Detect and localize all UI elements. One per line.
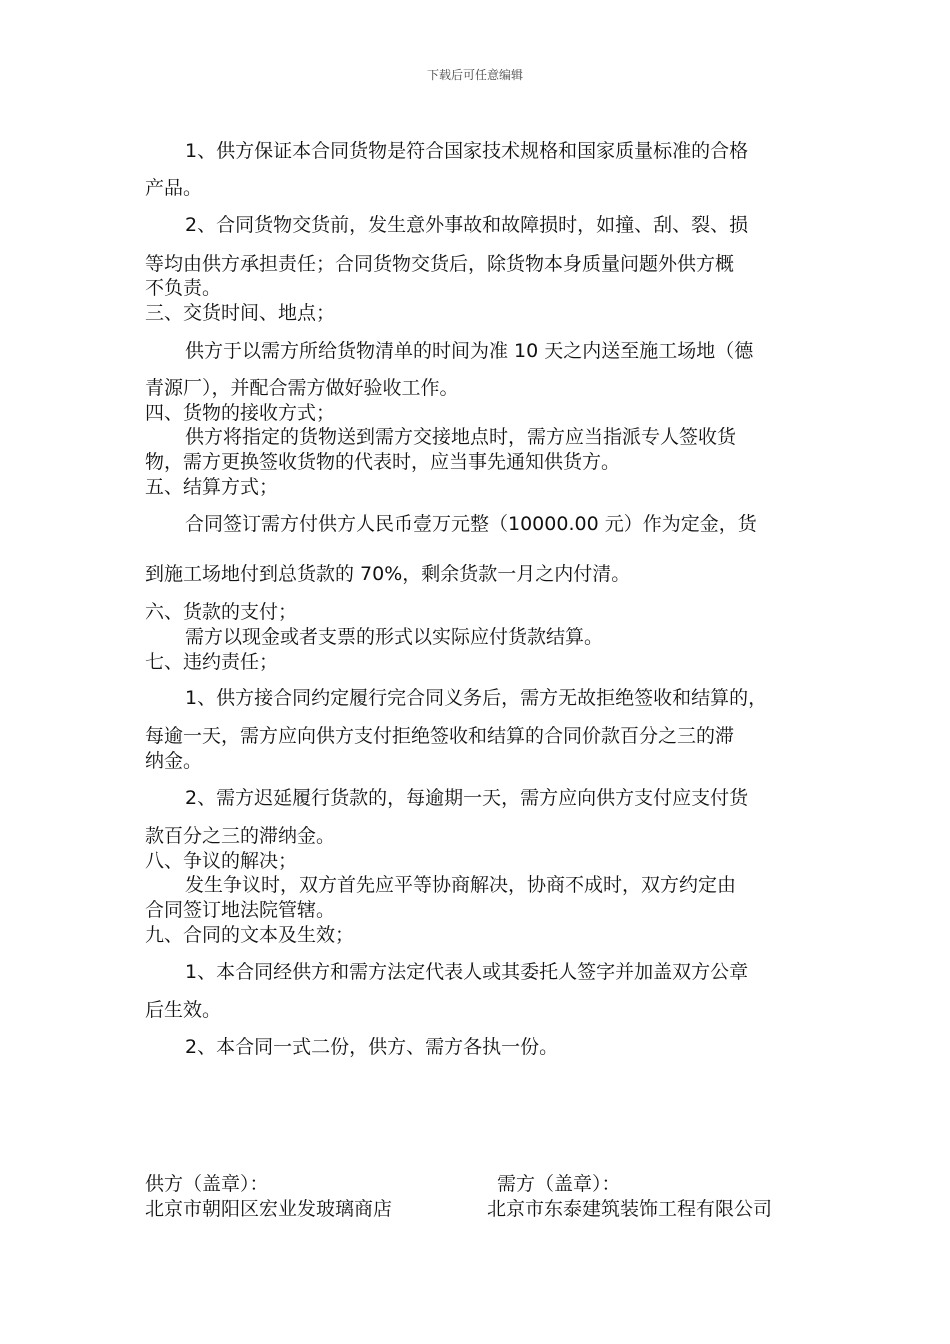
page-header: 下载后可任意编辑 xyxy=(426,68,523,82)
clause-line: 供方将指定的货物送到需方交接地点时，需方应当指派专人签收货 xyxy=(185,426,737,448)
clause-line: 到施工场地付到总货款的 70%，剩余货款一月之内付清。 xyxy=(145,563,631,585)
clause-line: 青源厂），并配合需方做好验收工作。 xyxy=(145,377,459,399)
clause-line: 每逾一天，需方应向供方支付拒绝签收和结算的合同价款百分之三的滞 xyxy=(145,725,735,747)
clause-line: 等均由供方承担责任；合同货物交货后，除货物本身质量问题外供方概 xyxy=(145,253,735,275)
clause-line: 纳金。 xyxy=(145,750,203,772)
section-heading: 四、货物的接收方式； xyxy=(145,402,336,424)
clause-line: 1、供方接合同约定履行完合同义务后，需方无故拒绝签收和结算的， xyxy=(185,687,768,709)
supplier-name: 北京市朝阳区宏业发玻璃商店 xyxy=(145,1198,393,1220)
buyer-name: 北京市东泰建筑装饰工程有限公司 xyxy=(487,1198,773,1220)
clause-line: 1、本合同经供方和需方法定代表人或其委托人签字并加盖双方公章 xyxy=(185,961,749,983)
clause-line: 款百分之三的滞纳金。 xyxy=(145,825,336,847)
buyer-seal-label: 需方（盖章）： xyxy=(497,1173,621,1195)
section-heading: 九、合同的文本及生效； xyxy=(145,924,355,946)
clause-line: 2、本合同一式二份，供方、需方各执一份。 xyxy=(185,1036,559,1058)
clause-line: 物，需方更换签收货物的代表时，应当事先通知供货方。 xyxy=(145,451,621,473)
clause-line: 后生效。 xyxy=(145,999,222,1021)
clause-line: 2、需方迟延履行货款的，每逾期一天，需方应向供方支付应支付货 xyxy=(185,787,749,809)
section-heading: 七、违约责任； xyxy=(145,651,279,673)
section-heading: 五、结算方式； xyxy=(145,476,279,498)
supplier-seal-label: 供方（盖章）： xyxy=(145,1173,269,1195)
clause-line: 不负责。 xyxy=(145,277,222,299)
section-heading: 三、交货时间、地点； xyxy=(145,302,336,324)
section-heading: 六、货款的支付； xyxy=(145,601,298,623)
clause-line: 发生争议时，双方首先应平等协商解决，协商不成时，双方约定由 xyxy=(185,874,737,896)
clause-line: 合同签订需方付供方人民币壹万元整（10000.00 元）作为定金，货 xyxy=(185,513,757,535)
clause-line: 2、合同货物交货前，发生意外事故和故障损时，如撞、刮、裂、损 xyxy=(185,214,749,236)
clause-line: 合同签订地法院管辖。 xyxy=(145,899,336,921)
clause-line: 1、供方保证本合同货物是符合国家技术规格和国家质量标准的合格 xyxy=(185,140,749,162)
clause-line: 产品。 xyxy=(145,177,203,199)
clause-line: 需方以现金或者支票的形式以实际应付货款结算。 xyxy=(185,626,604,648)
clause-line: 供方于以需方所给货物清单的时间为准 10 天之内送至施工场地（德 xyxy=(185,340,754,362)
section-heading: 八、争议的解决； xyxy=(145,850,298,872)
